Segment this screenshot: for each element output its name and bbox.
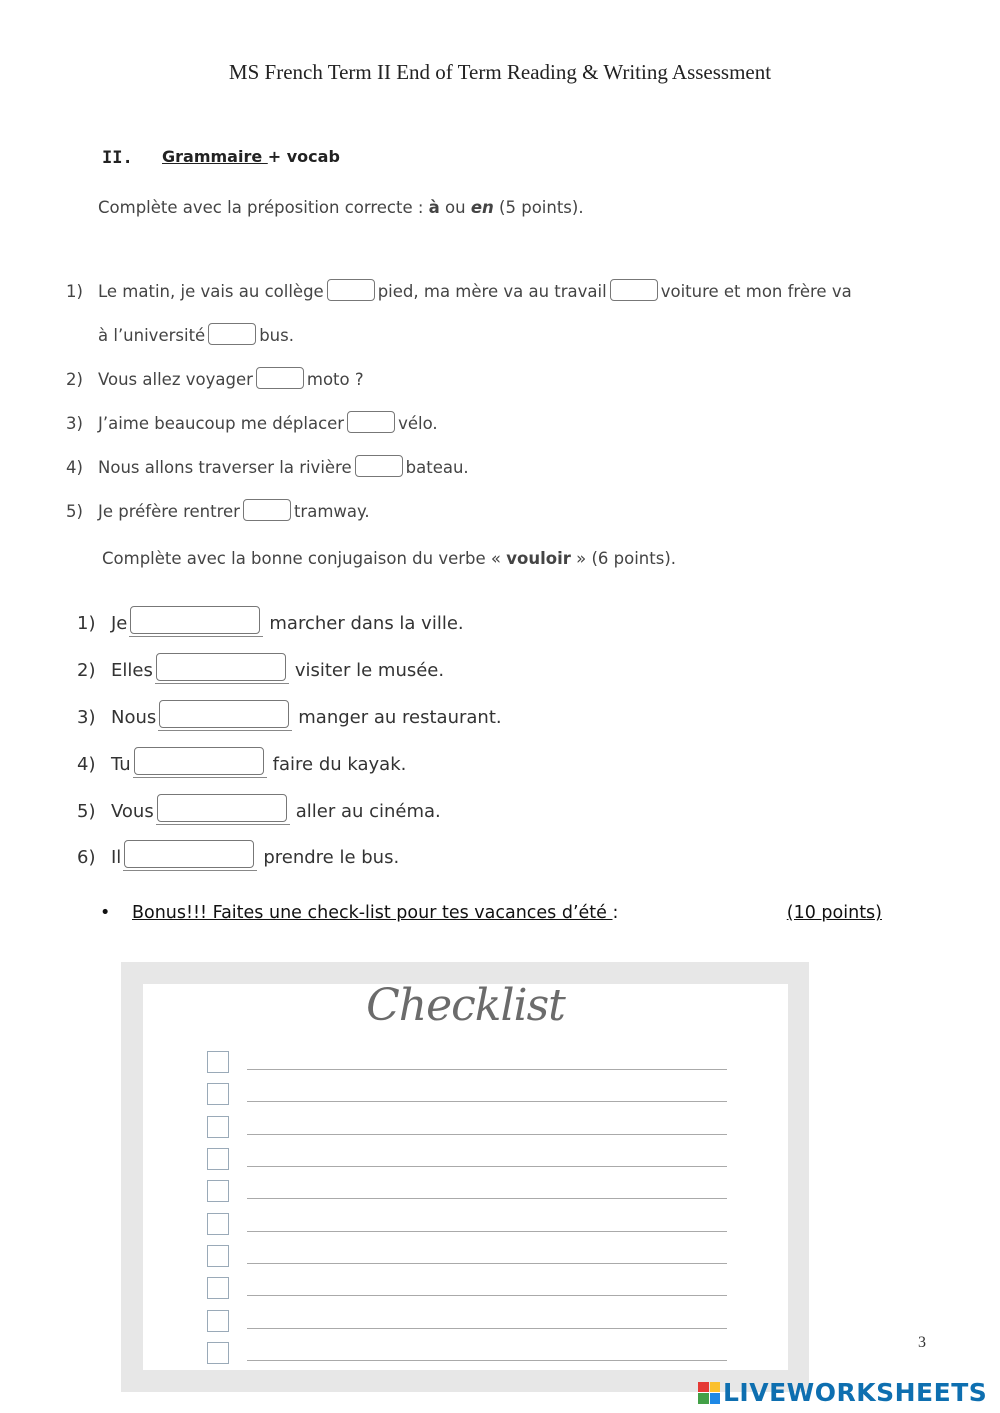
checklist-row bbox=[207, 1342, 727, 1374]
checkbox[interactable] bbox=[207, 1342, 229, 1364]
checklist-entry-line[interactable] bbox=[247, 1263, 727, 1264]
section-title-main: Grammaire bbox=[162, 147, 268, 166]
bonus-line bbox=[100, 903, 890, 923]
item-text: Vous allez voyager bbox=[98, 370, 253, 389]
item-number: 4) bbox=[66, 458, 83, 477]
checkbox[interactable] bbox=[207, 1310, 229, 1332]
checklist-entry-line[interactable] bbox=[247, 1069, 727, 1070]
checklist-title: Checklist bbox=[366, 980, 565, 1031]
section-title bbox=[162, 147, 340, 166]
checklist-row bbox=[207, 1245, 727, 1277]
checklist-row bbox=[207, 1180, 727, 1212]
checkbox[interactable] bbox=[207, 1051, 229, 1073]
exercise2-instruction bbox=[102, 549, 676, 568]
item-text: manger au restaurant. bbox=[298, 707, 502, 728]
exercise1-item-3 bbox=[66, 411, 438, 433]
checklist-entry-line[interactable] bbox=[247, 1101, 727, 1102]
item-number: 6) bbox=[77, 847, 96, 868]
exercise1-instruction-pre: Complète avec la préposition correcte : bbox=[98, 198, 429, 217]
option-en: en bbox=[470, 198, 494, 217]
item-number: 5) bbox=[77, 801, 96, 822]
exercise2-instruction-pre: Complète avec la bonne conjugaison du verbe « bbox=[102, 549, 507, 568]
item-text: vélo. bbox=[398, 414, 438, 433]
item-text: tramway. bbox=[293, 502, 370, 521]
checklist-entry-line[interactable] bbox=[247, 1231, 727, 1232]
item-subject: Tu bbox=[111, 754, 131, 775]
section-number: II. bbox=[102, 148, 133, 168]
item-text: visiter le musée. bbox=[294, 660, 445, 681]
item-text: Je préfère rentrer bbox=[98, 502, 240, 521]
checklist-entry-line[interactable] bbox=[247, 1134, 727, 1135]
exercise2-item-2 bbox=[77, 653, 444, 681]
answer-blank-3[interactable] bbox=[347, 411, 395, 433]
checklist-row bbox=[207, 1213, 727, 1245]
conjugation-blank-4[interactable] bbox=[134, 747, 264, 775]
item-number: 2) bbox=[66, 370, 83, 389]
item-number: 3) bbox=[66, 414, 83, 433]
checkbox[interactable] bbox=[207, 1083, 229, 1105]
item-subject: Il bbox=[111, 847, 122, 868]
exercise1-instruction bbox=[98, 198, 584, 217]
answer-blank-1c[interactable] bbox=[208, 323, 256, 345]
item-subject: Vous bbox=[111, 801, 154, 822]
item-text: marcher dans la ville. bbox=[269, 613, 464, 634]
conjugation-blank-5[interactable] bbox=[157, 794, 287, 822]
item-text: prendre le bus. bbox=[263, 847, 400, 868]
liveworksheets-logo[interactable] bbox=[698, 1378, 987, 1407]
checklist-entry-line[interactable] bbox=[247, 1295, 727, 1296]
item-number: 1) bbox=[77, 613, 96, 634]
exercise1-item-1-cont bbox=[98, 323, 294, 345]
item-text: aller au cinéma. bbox=[295, 801, 441, 822]
bonus-points: (10 points) bbox=[786, 903, 882, 923]
checkbox[interactable] bbox=[207, 1116, 229, 1138]
item-text: faire du kayak. bbox=[272, 754, 407, 775]
answer-blank-1b[interactable] bbox=[610, 279, 658, 301]
item-text: J’aime beaucoup me déplacer bbox=[98, 414, 345, 433]
exercise2-item-3 bbox=[77, 700, 502, 728]
checklist-row bbox=[207, 1083, 727, 1115]
item-subject: Je bbox=[111, 613, 128, 634]
item-number: 3) bbox=[77, 707, 96, 728]
checklist-row bbox=[207, 1148, 727, 1180]
item-text: moto ? bbox=[306, 370, 364, 389]
checklist-entry-line[interactable] bbox=[247, 1360, 727, 1361]
answer-blank-5[interactable] bbox=[243, 499, 291, 521]
option-a: à bbox=[428, 198, 440, 217]
checklist-entry-line[interactable] bbox=[247, 1328, 727, 1329]
page-header-title: MS French Term II End of Term Reading & Writing Assessment bbox=[228, 60, 772, 84]
bullet-icon: • bbox=[100, 903, 111, 923]
item-text: voiture et mon frère va bbox=[660, 282, 852, 301]
conjugation-blank-2[interactable] bbox=[156, 653, 286, 681]
item-text: à l’université bbox=[98, 326, 206, 345]
conjugation-blank-6[interactable] bbox=[124, 840, 254, 868]
item-number: 5) bbox=[66, 502, 83, 521]
conjugation-blank-3[interactable] bbox=[159, 700, 289, 728]
exercise2-instruction-post: » (6 points). bbox=[570, 549, 676, 568]
checklist-entry-line[interactable] bbox=[247, 1198, 727, 1199]
exercise2-item-6 bbox=[77, 840, 399, 868]
answer-blank-2[interactable] bbox=[256, 367, 304, 389]
item-subject: Nous bbox=[111, 707, 157, 728]
liveworksheets-logo-icon bbox=[698, 1382, 720, 1404]
checkbox[interactable] bbox=[207, 1180, 229, 1202]
exercise1-item-2 bbox=[66, 367, 364, 389]
option-or: ou bbox=[439, 198, 471, 217]
item-number: 2) bbox=[77, 660, 96, 681]
section-title-sub: + vocab bbox=[267, 147, 340, 166]
checklist-row bbox=[207, 1310, 727, 1342]
item-text: bateau. bbox=[405, 458, 469, 477]
page-number: 3 bbox=[918, 1334, 926, 1351]
checkbox[interactable] bbox=[207, 1245, 229, 1267]
checkbox[interactable] bbox=[207, 1277, 229, 1299]
exercise1-instruction-post: (5 points). bbox=[493, 198, 584, 217]
item-number: 1) bbox=[66, 282, 83, 301]
item-subject: Elles bbox=[111, 660, 153, 681]
item-number: 4) bbox=[77, 754, 96, 775]
checklist-entry-line[interactable] bbox=[247, 1166, 727, 1167]
exercise2-item-5 bbox=[77, 794, 441, 822]
item-text: Le matin, je vais au collège bbox=[98, 282, 324, 301]
checklist-row bbox=[207, 1277, 727, 1309]
exercise1-item-5 bbox=[66, 499, 370, 521]
conjugation-blank-1[interactable] bbox=[130, 606, 260, 634]
exercise1-item-1 bbox=[66, 279, 852, 301]
exercise1-item-4 bbox=[66, 455, 469, 477]
answer-blank-4[interactable] bbox=[355, 455, 403, 477]
item-text: Nous allons traverser la rivière bbox=[98, 458, 352, 477]
answer-blank-1a[interactable] bbox=[327, 279, 375, 301]
bonus-colon: : bbox=[612, 903, 619, 923]
item-text: bus. bbox=[259, 326, 294, 345]
checkbox[interactable] bbox=[207, 1213, 229, 1235]
bonus-text: Bonus!!! Faites une check-list pour tes vacances d’été bbox=[132, 903, 613, 923]
exercise2-item-4 bbox=[77, 747, 406, 775]
checklist-row bbox=[207, 1116, 727, 1148]
checkbox[interactable] bbox=[207, 1148, 229, 1170]
checklist-row bbox=[207, 1051, 727, 1083]
item-text: pied, ma mère va au travail bbox=[377, 282, 607, 301]
exercise2-item-1 bbox=[77, 606, 464, 634]
brand-name: LIVEWORKSHEETS bbox=[723, 1378, 988, 1407]
verb: vouloir bbox=[506, 549, 571, 568]
